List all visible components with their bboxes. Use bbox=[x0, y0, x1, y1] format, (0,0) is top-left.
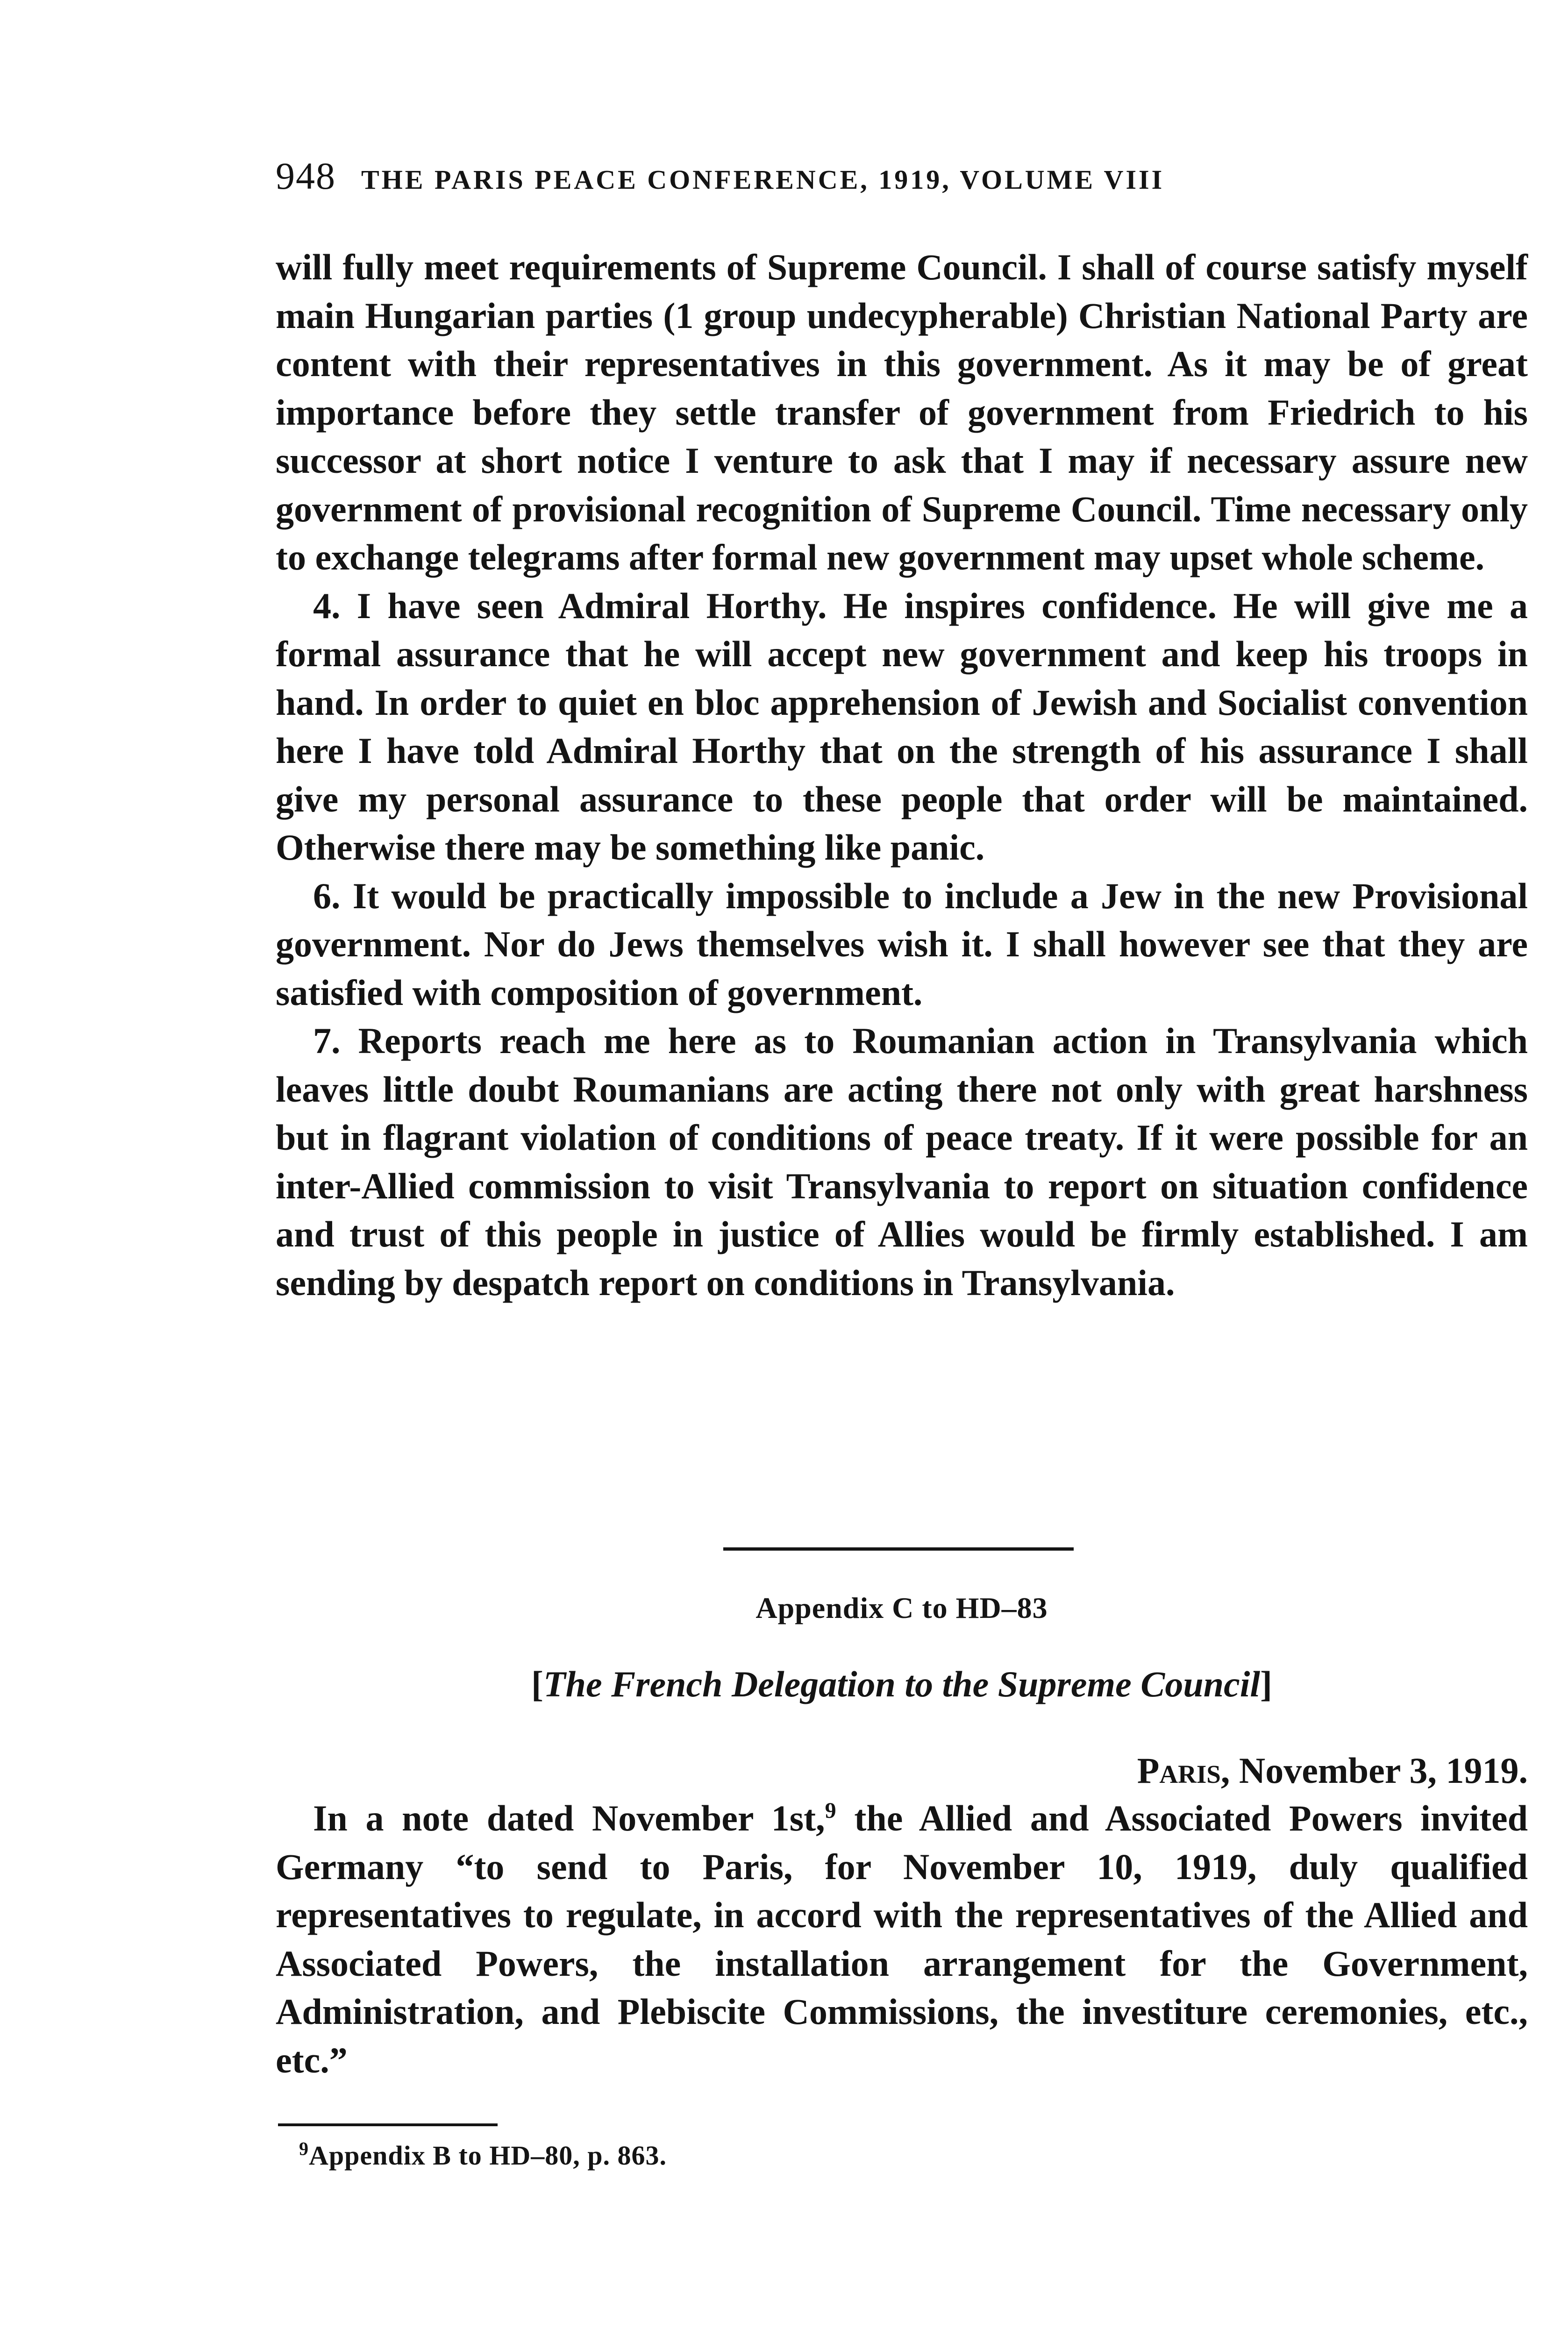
bracket-close: ] bbox=[1260, 1664, 1273, 1704]
appendix-heading: Appendix C to HD–83 bbox=[755, 1591, 1048, 1624]
dateline-date: , November 3, 1919. bbox=[1220, 1750, 1528, 1791]
footnote-divider bbox=[278, 2123, 498, 2126]
telegram-paragraph-6: 6. It would be practically impossible to include a Jew in the new Provisional government. Nor do Jews themselves wish it. I shall however see that they are satisfied with composition of government. bbox=[276, 875, 1528, 1013]
note-text-after-ref: the Allied and Associated Powers invited Germany “to send to Paris, for November 10, 1919, duly qualified representatives to regulate, in accord with the representatives of the Allied and Associated Powers, the installation arrangement for the Government, Administration, and Plebiscite Commissions, the investiture ceremonies, etc., etc.” bbox=[276, 1798, 1528, 2080]
dateline-city: Paris bbox=[1137, 1750, 1221, 1791]
note-text-before-ref: In a note dated November 1st, bbox=[313, 1798, 825, 1838]
french-note-paragraph bbox=[276, 1794, 1528, 2084]
running-head: THE PARIS PEACE CONFERENCE, 1919, VOLUME VIII bbox=[361, 164, 1165, 195]
footnote-marker: 9 bbox=[299, 2138, 309, 2159]
section-divider bbox=[723, 1547, 1074, 1551]
footnote bbox=[299, 2140, 1514, 2171]
bracket-open: [ bbox=[531, 1664, 543, 1704]
page-number: 948 bbox=[276, 155, 336, 197]
french-note-body bbox=[276, 1794, 1528, 2084]
appendix-title bbox=[276, 1663, 1528, 1705]
footnote-reference: 9 bbox=[825, 1798, 836, 1823]
footnote-text: Appendix B to HD–80, p. 863. bbox=[309, 2140, 667, 2171]
telegram-paragraph-4: 4. I have seen Admiral Horthy. He inspires confidence. He will give me a formal assurance that he will accept new government and keep his troops in hand. In order to quiet en bloc apprehension of Jewish and Socialist convention here I have told Admiral Horthy that on the strength of his assurance I shall give my personal assurance to these people that order will be maintained. Otherwise there may be something like panic. bbox=[276, 585, 1528, 868]
telegram-body bbox=[276, 243, 1528, 1307]
telegram-paragraph-7: 7. Reports reach me here as to Roumanian action in Transylvania which leaves little doubt Roumanians are acting there not only with great harshness but in flagrant violation of conditions of peace treaty. If it were possible for an inter-Allied commission to visit Transylvania to report on situation confidence and trust of this people in justice of Allies would be firmly established. I am sending by despatch report on conditions in Transylvania. bbox=[276, 1020, 1528, 1303]
telegram-paragraph-continuation: will fully meet requirements of Supreme Council. I shall of course satisfy myself main Hungarian parties (1 group undecypherable) Christian National Party are content with their representatives in this government. As it may be of great importance before they settle transfer of government from Friedrich to his successor at short notice I venture to ask that I may if necessary assure new government of provisional recognition of Supreme Council. Time necessary only to exchange telegrams after formal new government may upset whole scheme. bbox=[276, 247, 1528, 577]
dateline bbox=[276, 1750, 1528, 1792]
appendix-title-text: The French Delegation to the Supreme Council bbox=[543, 1664, 1261, 1704]
page-header bbox=[276, 154, 1304, 206]
